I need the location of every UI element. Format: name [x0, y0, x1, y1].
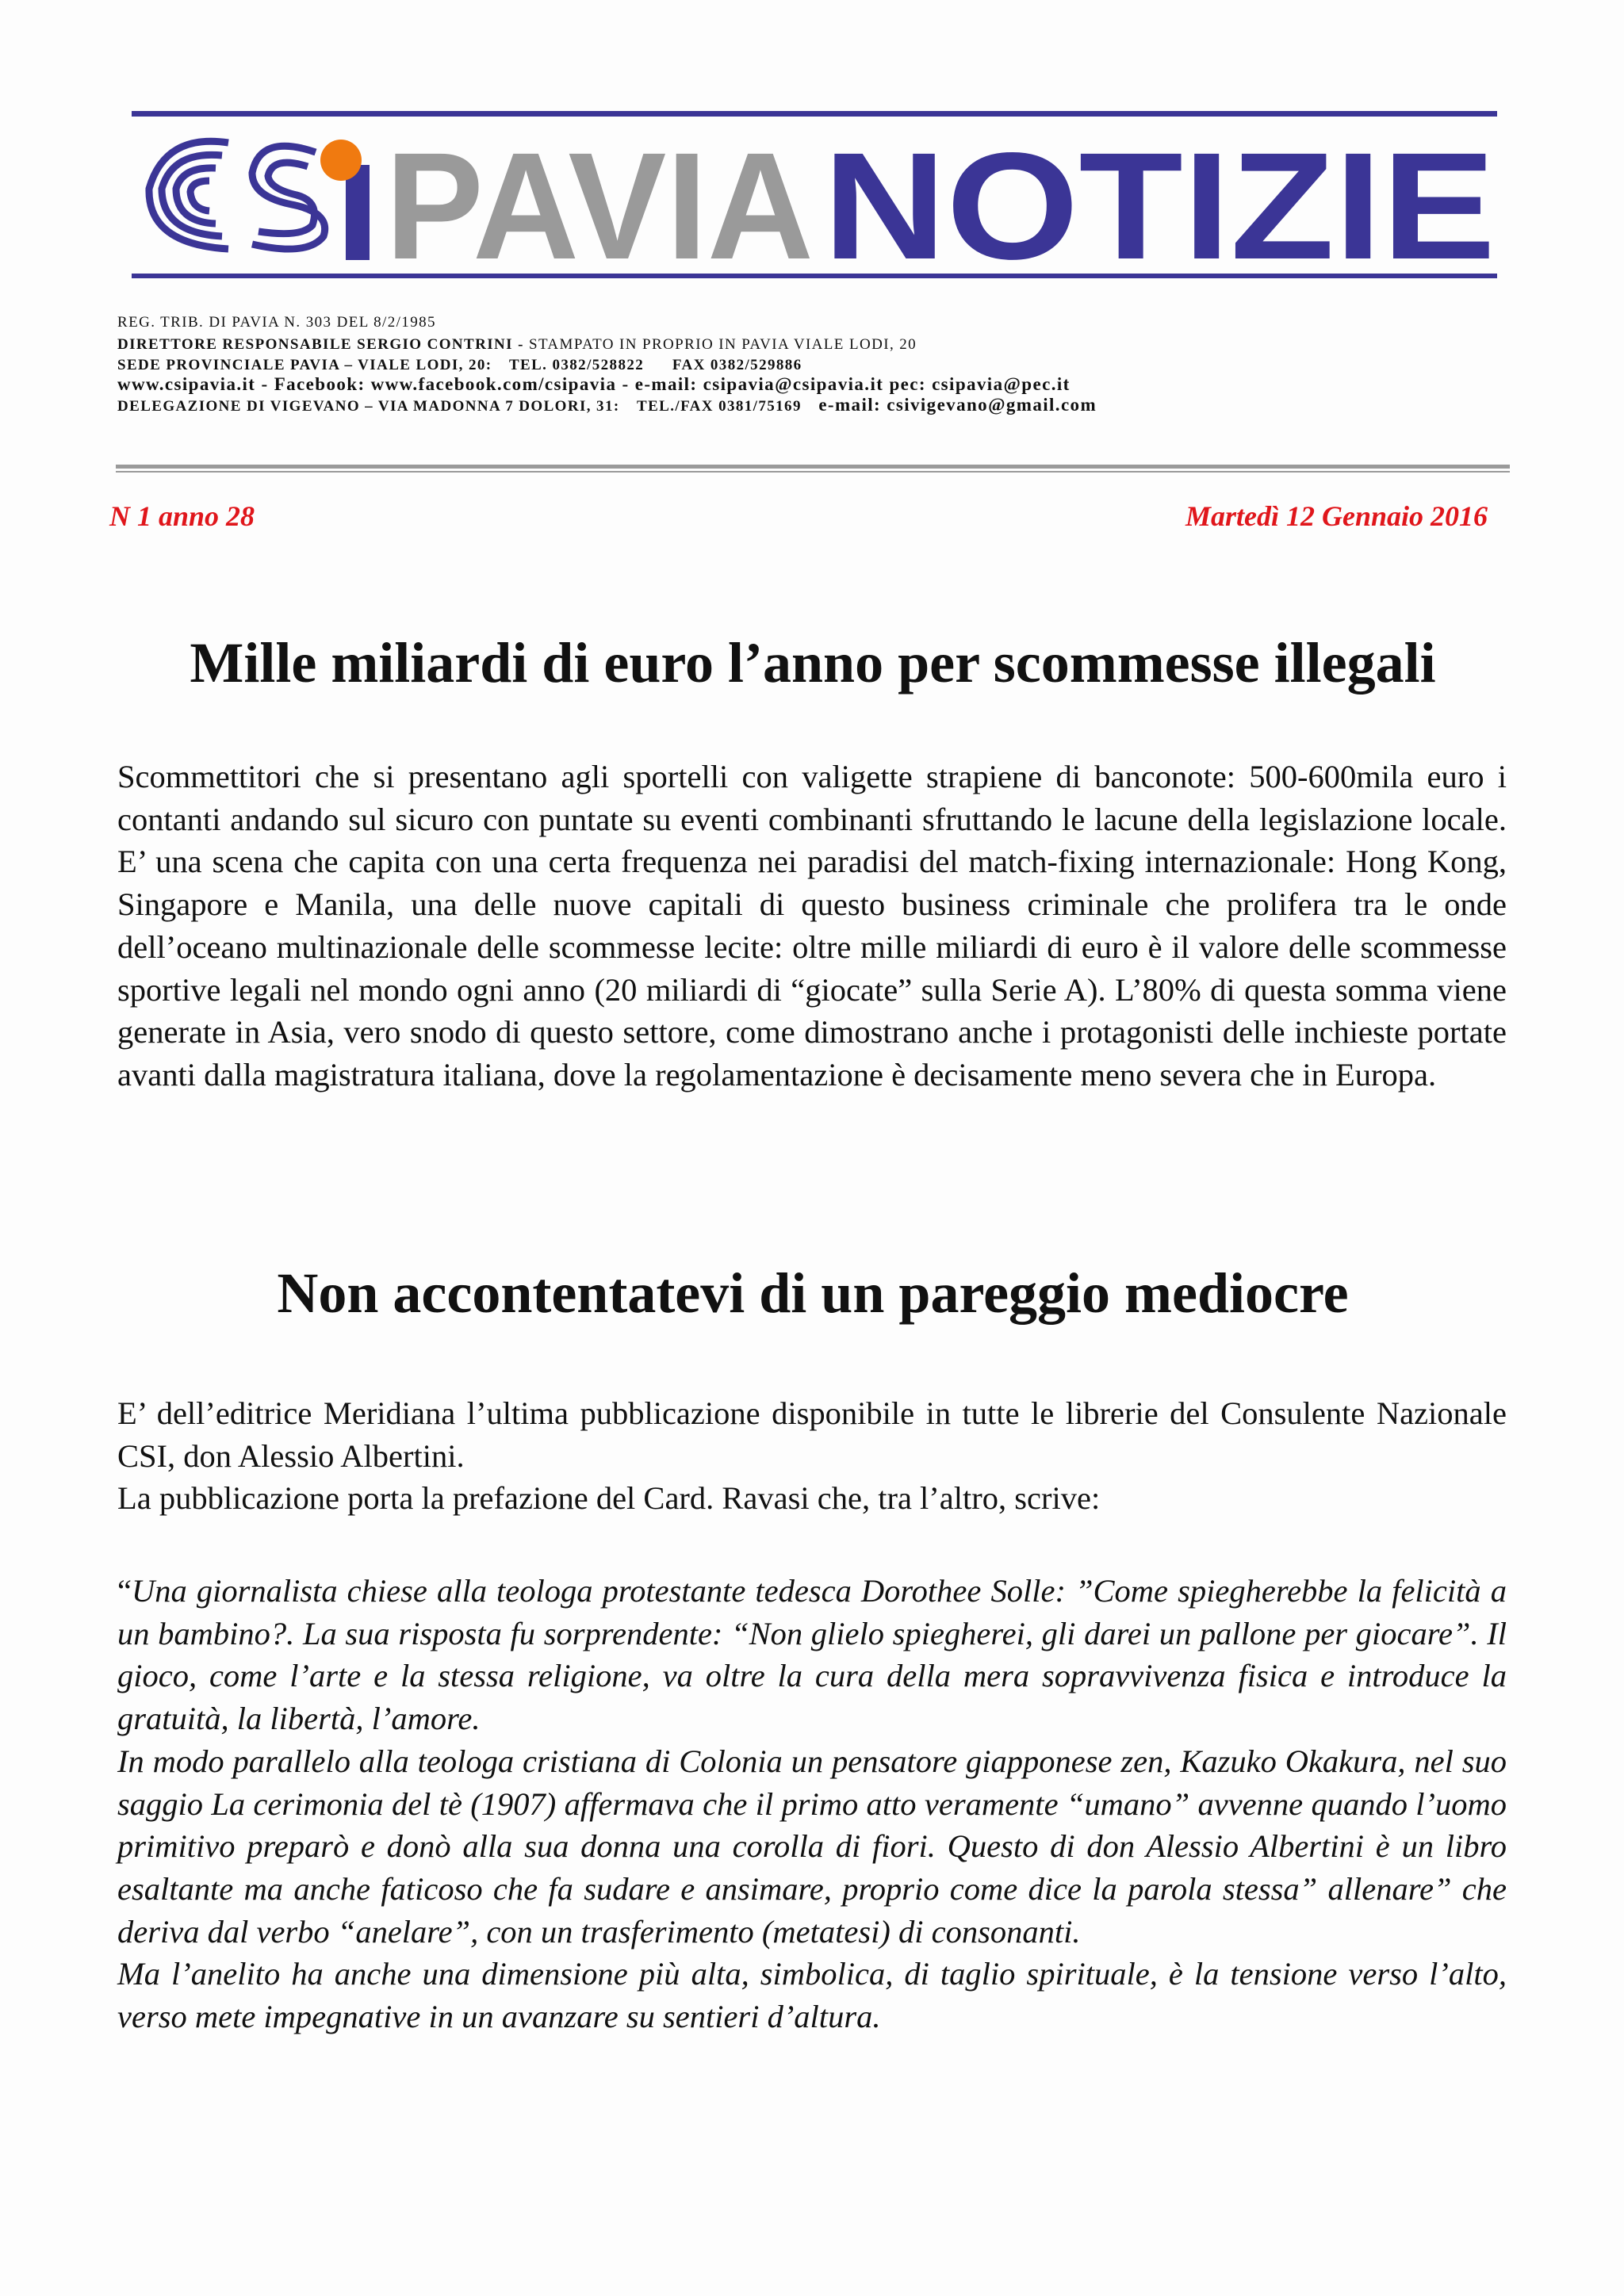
registration-block: [117, 312, 1097, 415]
quote-paragraph-2: In modo parallelo alla teologa cristiana di Colonia un pensatore giapponese zen, Kazuko Okakura, nel suo saggio La cerimonia del tè (1907) affermava che il primo atto veramente “umano” avvenne quando l’uomo primitivo preparò e donò alla sua donna una corolla di fiori. Questo di don Alessio Albertini è un libro esaltante ma anche faticoso che fa sudare e ansimare, proprio come dice la parola stessa” allenare” che deriva dal verbo “anelare”, con un trasferimento (metatesi) di consonanti.: [117, 1743, 1507, 1950]
header-divider-thin: [116, 471, 1510, 473]
quote-paragraph-3: Ma l’anelito ha anche una dimensione più alta, simbolica, di taglio spirituale, è la tensione verso l’alto, verso mete impegnative in un avanzare su sentieri d’altura.: [117, 1956, 1507, 2035]
fax-number: FAX 0382/529886: [672, 357, 802, 373]
quote-open-mark: “: [117, 1573, 132, 1609]
web-contacts: www.csipavia.it - Facebook: www.facebook.com/csipavia - e-mail: csipavia@csipavia.it pec: csipavia@pec.it: [117, 374, 1071, 394]
issue-date: Martedì 12 Gennaio 2016: [1185, 500, 1488, 532]
director-label: DIRETTORE RESPONSABILE SERGIO CONTRINI -: [117, 336, 524, 353]
csi-logo-ball: [320, 140, 362, 181]
article-1-title: Mille miliardi di euro l’anno per scommesse illegali: [190, 631, 1436, 695]
web-contacts-line: [117, 374, 1097, 395]
quote-text-1: Una giornalista chiese alla teologa protestante tedesca Dorothee Solle: ”Come spiegherebbe la felicità a un bambino?. La sua risposta fu sorprendente: “Non glielo spiegherei, gli darei un pallone per giocare”. Il gioco, come l’arte e la stessa religione, va oltre la cura della mera sopravvivenza fisica e introduce la gratuità, la libertà, l’amore.: [117, 1573, 1507, 1737]
vigevano-address: DELEGAZIONE DI VIGEVANO – VIA MADONNA 7 DOLORI, 31:: [117, 398, 620, 415]
masthead-bottom-rule: [132, 274, 1497, 278]
vigevano-phone: TEL./FAX 0381/75169: [637, 398, 802, 415]
vigevano-line: [117, 395, 1097, 415]
article-2-quote: [117, 1570, 1507, 2038]
article-2-intro: [117, 1392, 1507, 1520]
issue-number: N 1 anno 28: [109, 500, 255, 532]
article-2-title: Non accontentatevi di un pareggio mediocre: [277, 1261, 1349, 1325]
csi-logo-i: [346, 165, 370, 260]
logo-notizie-text: NOTIZIE: [823, 121, 1496, 268]
vigevano-email: e-mail: csivigevano@gmail.com: [818, 395, 1097, 415]
article-2-intro-line: La pubblicazione porta la prefazione del Card. Ravasi che, tra l’altro, scrive:: [117, 1480, 1101, 1517]
headquarters-address: SEDE PROVINCIALE PAVIA – VIALE LODI, 20:: [117, 357, 492, 373]
quote-paragraph-1: [117, 1570, 1507, 1740]
article-2-intro-paragraph: E’ dell’editrice Meridiana l’ultima pubblicazione disponibile in tutte le librerie del Consulente Nazionale CSI, don Alessio Albertini.: [117, 1395, 1507, 1474]
article-1-paragraph: Scommettitori che si presentano agli sportelli con valigette strapiene di banconote: 500-600mila euro i contanti andando sul sicuro con puntate su eventi combinanti sfruttando le lacune della legislazione locale. E’ una scena che capita con una certa frequenza nei paradisi del match-fixing internazionale: Hong Kong, Singapore e Manila, una delle nuove capitali di questo business criminale che prolifera tra le onde dell’oceano multinazionale delle scommesse lecite: oltre mille miliardi di euro è il valore delle scommesse sportive legali nel mondo ogni anno (20 miliardi di “giocate” sulla Serie A). L’80% di questa somma viene generate in Asia, vero snodo di questo settore, come dimostrano anche i protagonisti delle inchieste portate avanti dalla magistratura italiana, dove la regolamentazione è decisamente meno severa che in Europa.: [117, 759, 1507, 1093]
phone-number: TEL. 0382/528822: [508, 357, 645, 373]
article-1-body: [117, 756, 1507, 1096]
headquarters-line: [117, 354, 1097, 374]
csi-pavia-notizie-logo: [133, 109, 1497, 268]
registration-line: REG. TRIB. DI PAVIA N. 303 DEL 8/2/1985: [117, 314, 436, 331]
logo-pavia-text: PAVIA: [385, 121, 814, 268]
director-line: [117, 333, 1097, 354]
csi-logo-mark: [149, 141, 325, 249]
printed-in-text: STAMPATO IN PROPRIO IN PAVIA VIALE LODI, 20: [523, 336, 917, 353]
header-divider: [116, 465, 1510, 469]
